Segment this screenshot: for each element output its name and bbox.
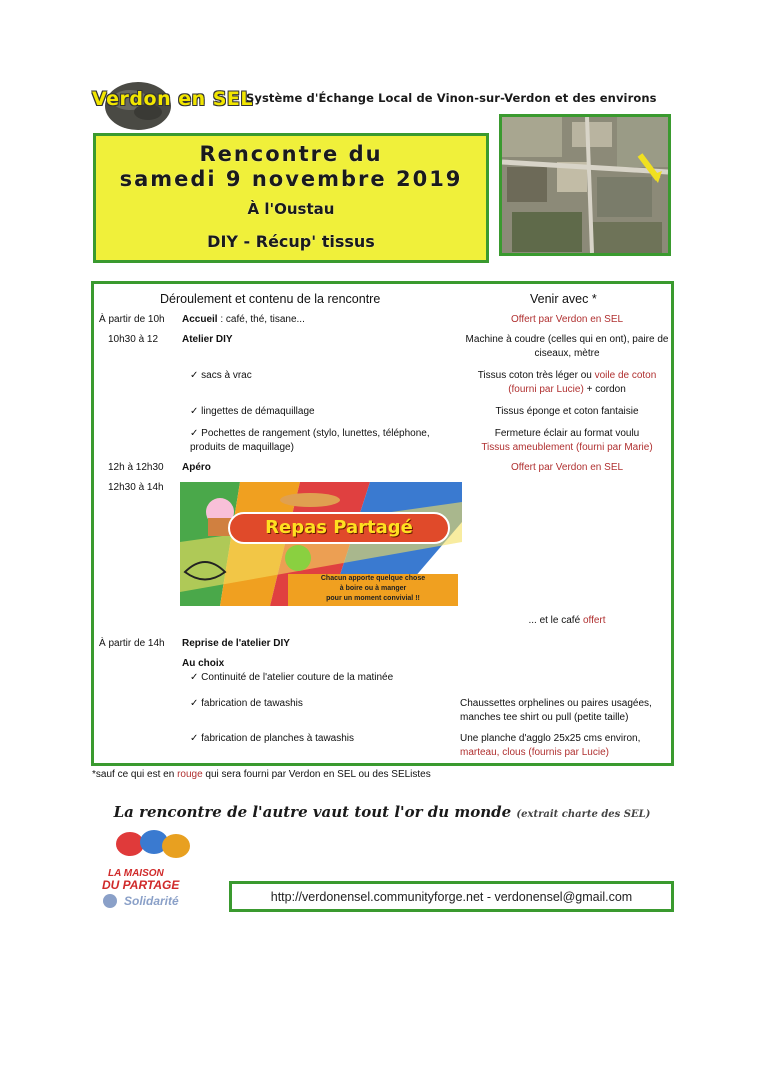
title-date: samedi 9 novembre 2019 bbox=[119, 167, 463, 191]
row-bring bbox=[460, 732, 670, 760]
row-activity: Apéro bbox=[182, 462, 211, 473]
footnote-red: rouge bbox=[177, 769, 203, 780]
footnote-text: *sauf ce qui est en bbox=[92, 769, 178, 780]
row-time: 10h30 à 12 bbox=[108, 334, 159, 345]
repas-caption bbox=[288, 574, 458, 606]
quote bbox=[0, 803, 764, 821]
bring-red: voile de coton (fourni par Lucie) bbox=[508, 370, 657, 395]
footnote-text-end: qui sera fourni par Verdon en SEL ou des SEListes bbox=[202, 769, 431, 780]
row-bring: Offert par Verdon en SEL bbox=[510, 462, 624, 473]
footnote bbox=[92, 769, 431, 780]
brand-name: Verdon en SEL bbox=[92, 88, 254, 110]
repas-caption-1: Chacun apporte quelque chose bbox=[320, 575, 426, 582]
row-bring bbox=[464, 427, 670, 455]
row-bring bbox=[464, 369, 670, 397]
maison-line-3: Solidarité bbox=[124, 894, 179, 908]
row-activity: ✓ fabrication de tawashis bbox=[190, 698, 303, 709]
row-activity: Atelier DIY bbox=[182, 334, 233, 345]
aerial-map-photo bbox=[499, 114, 671, 256]
program-header-left: Déroulement et contenu de la rencontre bbox=[160, 292, 381, 306]
brand-tagline: Système d'Échange Local de Vinon-sur-Verdon et des environs bbox=[246, 91, 657, 105]
bring-red: offert bbox=[582, 615, 606, 626]
maison-du-partage-logo bbox=[100, 828, 220, 912]
bring-text: Une planche d'agglo 25x25 cms environ, bbox=[460, 733, 641, 744]
bring-text: Tissus coton très léger ou bbox=[477, 370, 595, 381]
bring-text: ... et le café bbox=[528, 615, 583, 626]
row-bring: Offert par Verdon en SEL bbox=[510, 314, 624, 325]
row-bring: Machine à coudre (celles qui en ont), paire de ciseaux, mètre bbox=[465, 334, 669, 359]
row-bring bbox=[464, 614, 670, 628]
row-activity: ✓ Pochettes de rangement (stylo, lunettes, téléphone, produits de maquillage) bbox=[190, 428, 430, 453]
row-activity: ✓ sacs à vrac bbox=[190, 370, 252, 381]
repas-title: Repas Partagé bbox=[228, 512, 450, 544]
row-bring: Tissus éponge et coton fantaisie bbox=[495, 406, 639, 417]
activity-label: Accueil bbox=[182, 314, 218, 325]
row-activity: Reprise de l'atelier DIY bbox=[182, 638, 290, 649]
row-time: 12h30 à 14h bbox=[108, 482, 164, 493]
quote-source: (extrait charte des SEL) bbox=[516, 809, 651, 820]
heart-hands-icon bbox=[102, 893, 118, 909]
bring-tail: + cordon bbox=[583, 384, 626, 395]
row-time: 12h à 12h30 bbox=[108, 462, 164, 473]
row-activity: Au choix bbox=[182, 658, 225, 669]
repas-caption-2: à boire ou à manger bbox=[339, 585, 407, 592]
apple-icon bbox=[285, 545, 311, 571]
row-activity: ✓ fabrication de planches à tawashis bbox=[190, 733, 355, 744]
speech-bubbles-icon bbox=[114, 828, 194, 868]
repas-partage-image bbox=[180, 482, 462, 606]
bring-text: Fermeture éclair au format voulu bbox=[494, 428, 640, 439]
maison-line-2: DU PARTAGE bbox=[102, 878, 180, 892]
row-time: À partir de 10h bbox=[99, 314, 165, 325]
repas-caption-3: pour un moment convivial !! bbox=[326, 595, 420, 602]
program-header-right: Venir avec * bbox=[530, 292, 597, 306]
title-line-1: Rencontre du bbox=[199, 142, 383, 166]
row-activity: ✓ lingettes de démaquillage bbox=[190, 406, 315, 417]
quote-main: La rencontre de l'autre vaut tout l'or du monde bbox=[113, 803, 512, 821]
title-theme: DIY - Récup' tissus bbox=[207, 232, 375, 251]
bread-icon bbox=[280, 493, 340, 507]
bring-red: marteau, clous (fournis par Lucie) bbox=[460, 747, 609, 758]
row-bring: Chaussettes orphelines ou paires usagées, manches tee shirt ou pull (petite taille) bbox=[460, 698, 652, 723]
bring-red: Tissus ameublement (fourni par Marie) bbox=[481, 442, 653, 453]
activity-detail: : café, thé, tisane... bbox=[217, 314, 305, 325]
title-location: À l'Oustau bbox=[247, 200, 335, 218]
row-activity: ✓ Continuité de l'atelier couture de la matinée bbox=[190, 672, 394, 683]
event-title-box bbox=[93, 133, 489, 263]
row-time: À partir de 14h bbox=[99, 638, 165, 649]
contact-links[interactable]: http://verdonensel.communityforge.net - verdonensel@gmail.com bbox=[270, 890, 633, 904]
row-activity bbox=[182, 313, 305, 327]
maison-line-1: LA MAISON bbox=[108, 868, 164, 879]
contact-box bbox=[229, 881, 674, 912]
aerial-photo-image bbox=[502, 117, 668, 253]
